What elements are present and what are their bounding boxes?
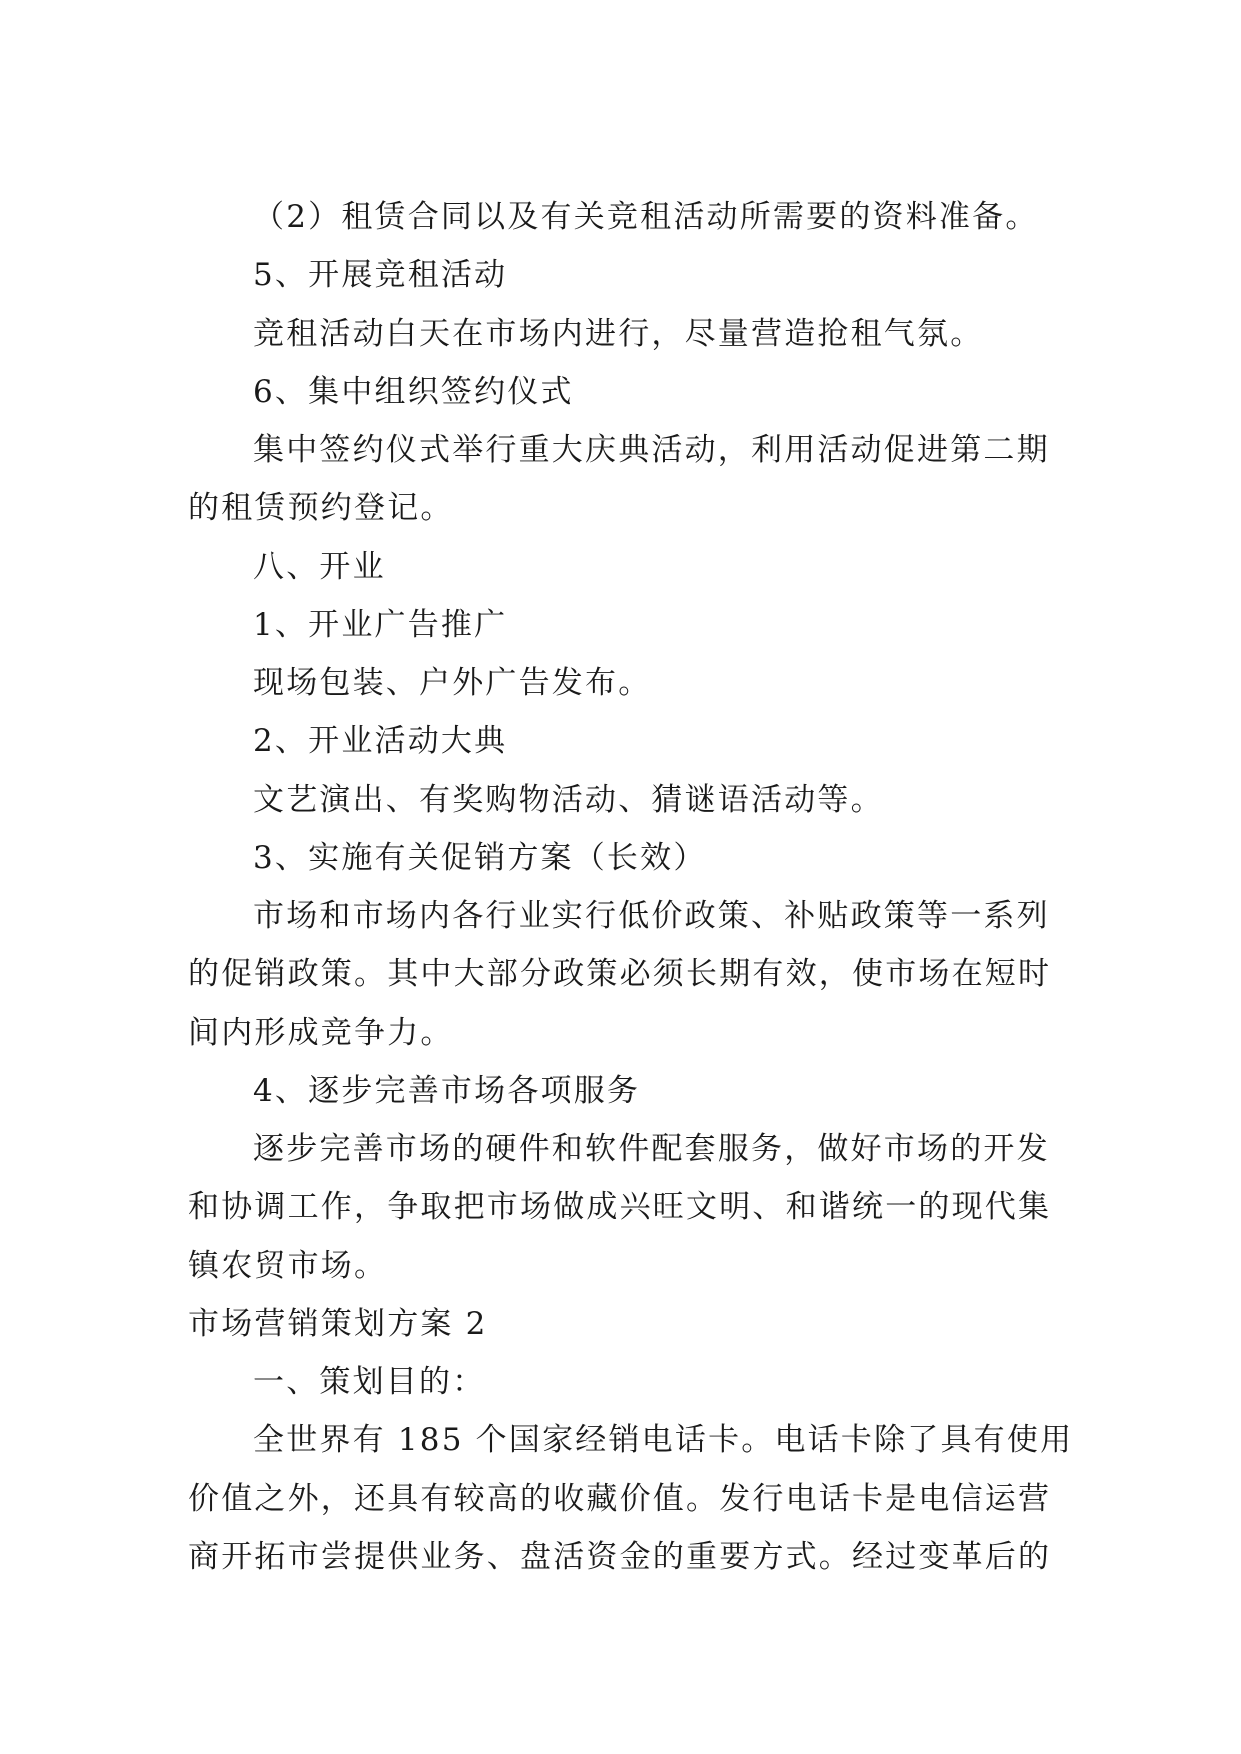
- section-heading: 2、开业活动大典: [253, 723, 508, 759]
- section-heading: 6、集中组织签约仪式: [253, 374, 574, 410]
- chapter-heading: 八、开业: [253, 549, 386, 585]
- paragraph-line: 的租赁预约登记。: [188, 490, 454, 526]
- paragraph-line: 价值之外，还具有较高的收藏价值。发行电话卡是电信运营: [188, 1481, 1052, 1517]
- section-heading: 3、实施有关促销方案（长效）: [253, 840, 707, 876]
- section-heading: 4、逐步完善市场各项服务: [253, 1073, 641, 1109]
- paragraph-line: 镇农贸市场。: [188, 1248, 388, 1284]
- paragraph-line: 文艺演出、有奖购物活动、猜谜语活动等。: [253, 782, 884, 818]
- section-heading: 1、开业广告推广: [253, 607, 508, 643]
- paragraph-line: 现场包装、户外广告发布。: [253, 665, 652, 701]
- paragraph-line: 间内形成竞争力。: [188, 1015, 454, 1051]
- paragraph-line: 的促销政策。其中大部分政策必须长期有效，使市场在短时: [188, 956, 1052, 992]
- paragraph-line: 集中签约仪式举行重大庆典活动，利用活动促进第二期: [253, 432, 1050, 468]
- paragraph-line: 和协调工作，争取把市场做成兴旺文明、和谐统一的现代集: [188, 1189, 1052, 1225]
- chapter-heading: 一、策划目的：: [253, 1364, 486, 1400]
- section-heading: 5、开展竞租活动: [253, 257, 508, 293]
- document-title: 市场营销策划方案 2: [188, 1306, 488, 1342]
- paragraph-line: 逐步完善市场的硬件和软件配套服务，做好市场的开发: [253, 1131, 1050, 1167]
- paragraph-line: 市场和市场内各行业实行低价政策、补贴政策等一系列: [253, 898, 1050, 934]
- paragraph-line: 商开拓市尝提供业务、盘活资金的重要方式。经过变革后的: [188, 1539, 1052, 1575]
- paragraph-line: 全世界有 185 个国家经销电话卡。电话卡除了具有使用: [253, 1422, 1074, 1458]
- paragraph-line: （2）租赁合同以及有关竞租活动所需要的资料准备。: [253, 199, 1039, 235]
- paragraph-line: 竞租活动白天在市场内进行，尽量营造抢租气氛。: [253, 316, 984, 352]
